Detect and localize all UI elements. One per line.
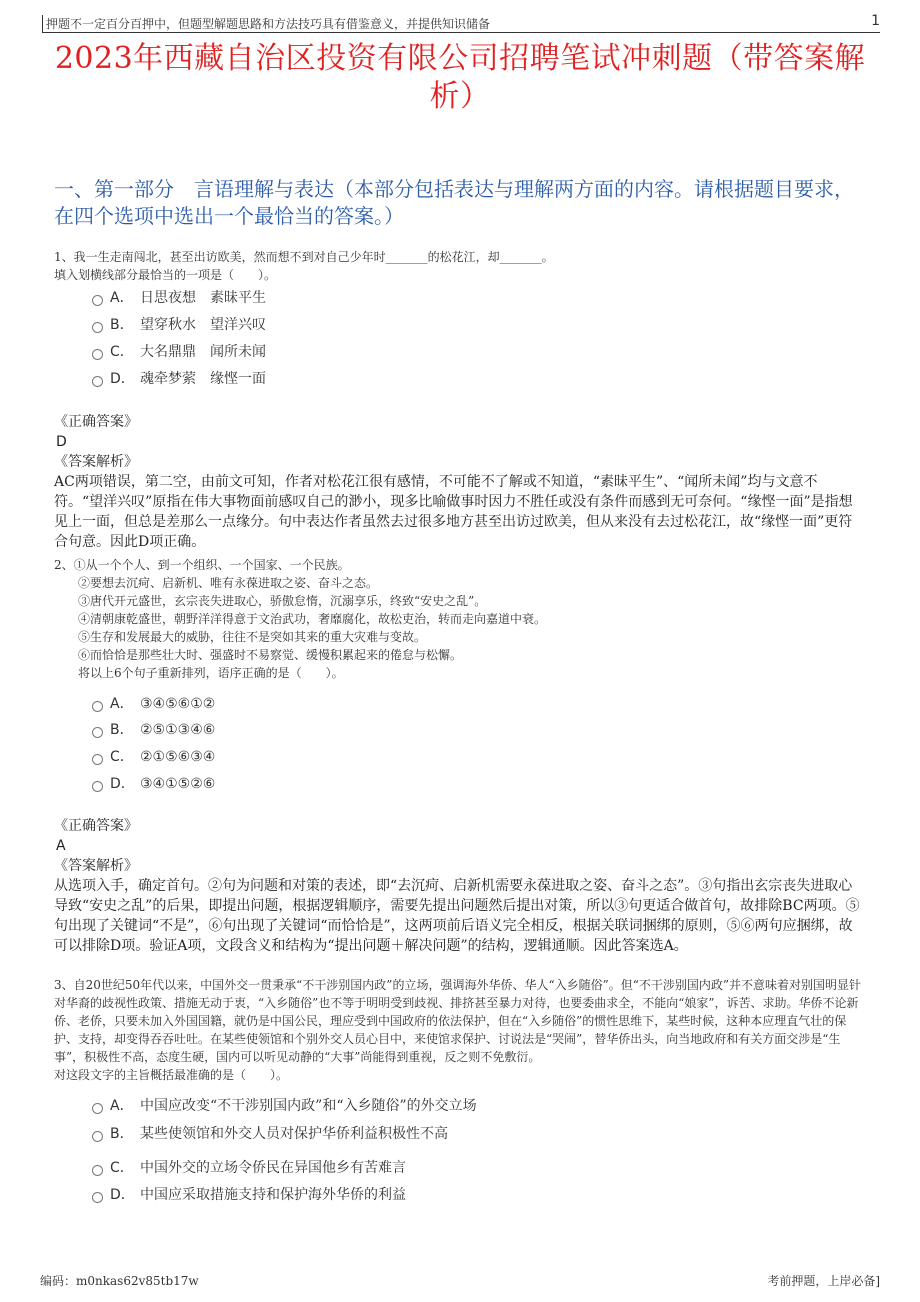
radio-icon[interactable]: [92, 322, 103, 333]
option-b[interactable]: B． 望穿秋水 望洋兴叹: [92, 315, 266, 335]
radio-icon[interactable]: [92, 1192, 103, 1203]
title-line-1: 2023年西藏自治区投资有限公司招聘笔试冲刺题（带答案解: [54, 41, 866, 76]
page-number: 1: [871, 13, 880, 29]
question-prompt: 填入划横线部分最恰当的一项是（ ）。: [54, 268, 277, 282]
option-text: ②⑤①③④⑥: [140, 722, 216, 738]
answer-label: 《正确答案》: [54, 818, 138, 834]
radio-icon[interactable]: [92, 754, 103, 765]
radio-icon[interactable]: [92, 295, 103, 306]
option-text: ③④⑤⑥①②: [140, 696, 216, 712]
option-text: 魂牵梦萦 缘悭一面: [140, 371, 266, 387]
sentence-3: ③唐代开元盛世，玄宗丧失进取心，骄傲怠惰，沉溺享乐，终致“安史之乱”。: [78, 594, 487, 608]
document-title: [50, 40, 870, 116]
option-d[interactable]: D． ③④①⑤②⑥: [92, 774, 215, 794]
question-text: 1、我一生走南闯北，甚至出访欧美，然而想不到对自己少年时_______的松花江，却_______。: [54, 250, 554, 264]
option-d[interactable]: D． 魂牵梦萦 缘悭一面: [92, 369, 266, 389]
analysis-label: 《答案解析》: [54, 454, 138, 470]
option-a[interactable]: A． ③④⑤⑥①②: [92, 694, 215, 714]
document-code: 编码：m0nkas62v85tb17w: [40, 1274, 199, 1288]
question-3-stem: [54, 976, 864, 1084]
option-text: 某些使领馆和外交人员对保护华侨利益积极性不高: [140, 1126, 448, 1142]
question-prompt: 将以上6个句子重新排列，语序正确的是（ ）。: [78, 666, 344, 680]
radio-icon[interactable]: [92, 1103, 103, 1114]
option-a[interactable]: A． 中国应改变“不干涉别国内政”和“入乡随俗”的外交立场: [92, 1096, 477, 1116]
sentence-2: ②要想去沉疴、启新机、唯有永葆进取之姿、奋斗之态。: [78, 576, 379, 590]
sentence-4: ④清朝康乾盛世，朝野洋洋得意于文治武功，奢靡腐化，故松吏治，转而走向嘉道中衰。: [78, 612, 547, 626]
option-text: ③④①⑤②⑥: [140, 776, 216, 792]
option-b[interactable]: B． ②⑤①③④⑥: [92, 720, 215, 740]
section-heading: 一、第一部分 言语理解与表达（本部分包括表达与理解两方面的内容。请根据题目要求，在四个选项中选出一个最恰当的答案。）: [54, 177, 854, 228]
answer-block-1: [54, 412, 864, 552]
radio-icon[interactable]: [92, 727, 103, 738]
radio-icon[interactable]: [92, 701, 103, 712]
correct-answer: A: [56, 838, 66, 854]
option-text: 大名鼎鼎 闻所未闻: [140, 344, 266, 360]
correct-answer: D: [56, 434, 67, 450]
radio-icon[interactable]: [92, 349, 103, 360]
sentence-5: ⑤生存和发展最大的威胁，往往不是突如其来的重大灾难与变故。: [78, 630, 427, 644]
question-1-stem: [54, 248, 864, 284]
radio-icon[interactable]: [92, 376, 103, 387]
question-prompt: 对这段文字的主旨概括最准确的是（ ）。: [54, 1068, 289, 1082]
option-text: 中国应改变“不干涉别国内政”和“入乡随俗”的外交立场: [140, 1098, 477, 1114]
option-a[interactable]: A． 日思夜想 素昧平生: [92, 288, 266, 308]
option-c[interactable]: C． 大名鼎鼎 闻所未闻: [92, 342, 266, 362]
option-text: 日思夜想 素昧平生: [140, 290, 266, 306]
footer-slogan: 考前押题，上岸必备]: [767, 1274, 880, 1288]
question-text: 2、①从一个个人、到一个组织、一个国家、一个民族。: [54, 558, 350, 572]
option-text: 中国应采取措施支持和保护海外华侨的利益: [140, 1187, 406, 1203]
option-text: 望穿秋水 望洋兴叹: [140, 317, 266, 333]
radio-icon[interactable]: [92, 1165, 103, 1176]
option-b[interactable]: B． 某些使领馆和外交人员对保护华侨利益积极性不高: [92, 1124, 448, 1144]
question-text: 3、自20世纪50年代以来，中国外交一贯秉承“不干涉别国内政”的立场，强调海外华侨、华人“入乡随俗”。但“不干涉别国内政”并不意味着对别国明显针对华裔的歧视性政策、措施无动于衷，“入乡随俗”也不等于明明受到歧视、排挤甚至暴力对待，也要委曲求全，不能向“娘家”，诉苦、求助。华侨不论新侨、老侨，只要未加入外国国籍，就仍是中国公民，理应受到中国政府的依法保护，但在“入乡随俗”的惯性思维下，某些时候，这种本应理直气壮的保护、支持，却变得吞吞吐吐。在某些使领馆和个别外交人员心目中，来使馆求保护、讨说法是“哭闹”，替华侨出头，向当地政府和有关方面交涉是“生事”，积极性不高，态度生硬，国内可以听见动静的“大事”尚能得到重视，反之则不免敷衍。: [54, 978, 861, 1064]
radio-icon[interactable]: [92, 781, 103, 792]
question-2-stem: [54, 556, 864, 682]
option-text: ②①⑤⑥③④: [140, 749, 216, 765]
answer-block-2: [54, 816, 864, 956]
radio-icon[interactable]: [92, 1131, 103, 1142]
option-d[interactable]: D． 中国应采取措施支持和保护海外华侨的利益: [92, 1185, 406, 1205]
analysis-text: AC两项错误，第二空，由前文可知，作者对松花江很有感情，不可能不了解或不知道，“素昧平生”、“闻所未闻”均与文意不符。“望洋兴叹”原指在伟大事物面前感叹自己的渺小，现多比喻做事时因力不胜任或没有条件而感到无可奈何。“缘悭一面”是指想见上一面，但总是差那么一点缘分。句中表达作者虽然去过很多地方甚至出访过欧美，但从来没有去过松花江，故“缘悭一面”更符合句意。因此D项正确。: [54, 474, 853, 550]
analysis-text: 从选项入手，确定首句。②句为问题和对策的表述，即“去沉疴、启新机需要永葆进取之姿、奋斗之态”。③句指出玄宗丧失进取心导致“安史之乱”的后果，即提出问题，根据逻辑顺序，需要先提出问题然后提出对策，所以③句更适合做首句，故排除BC两项。⑤句出现了关键词“不是”，⑥句出现了关键词“而恰恰是”，这两项前后语义完全相反，根据关联词捆绑的原则，⑤⑥两句应捆绑，故可以排除D项。验证A项，文段含义和结构为“提出问题＋解决问题”的结构，逻辑通顺。因此答案选A。: [54, 878, 860, 954]
option-c[interactable]: C． 中国外交的立场令侨民在异国他乡有苦难言: [92, 1158, 406, 1178]
answer-label: 《正确答案》: [54, 414, 138, 430]
option-text: 中国外交的立场令侨民在异国他乡有苦难言: [140, 1160, 406, 1176]
title-line-2: 析）: [429, 79, 491, 114]
page-header: [42, 10, 880, 33]
option-c[interactable]: C． ②①⑤⑥③④: [92, 747, 215, 767]
sentence-6: ⑥而恰恰是那些壮大时、强盛时不易察觉、缓慢积累起来的倦怠与松懈。: [78, 648, 463, 662]
header-note: 押题不一定百分百押中，但题型解题思路和方法技巧具有借鉴意义，并提供知识储备: [42, 15, 490, 32]
analysis-label: 《答案解析》: [54, 858, 138, 874]
